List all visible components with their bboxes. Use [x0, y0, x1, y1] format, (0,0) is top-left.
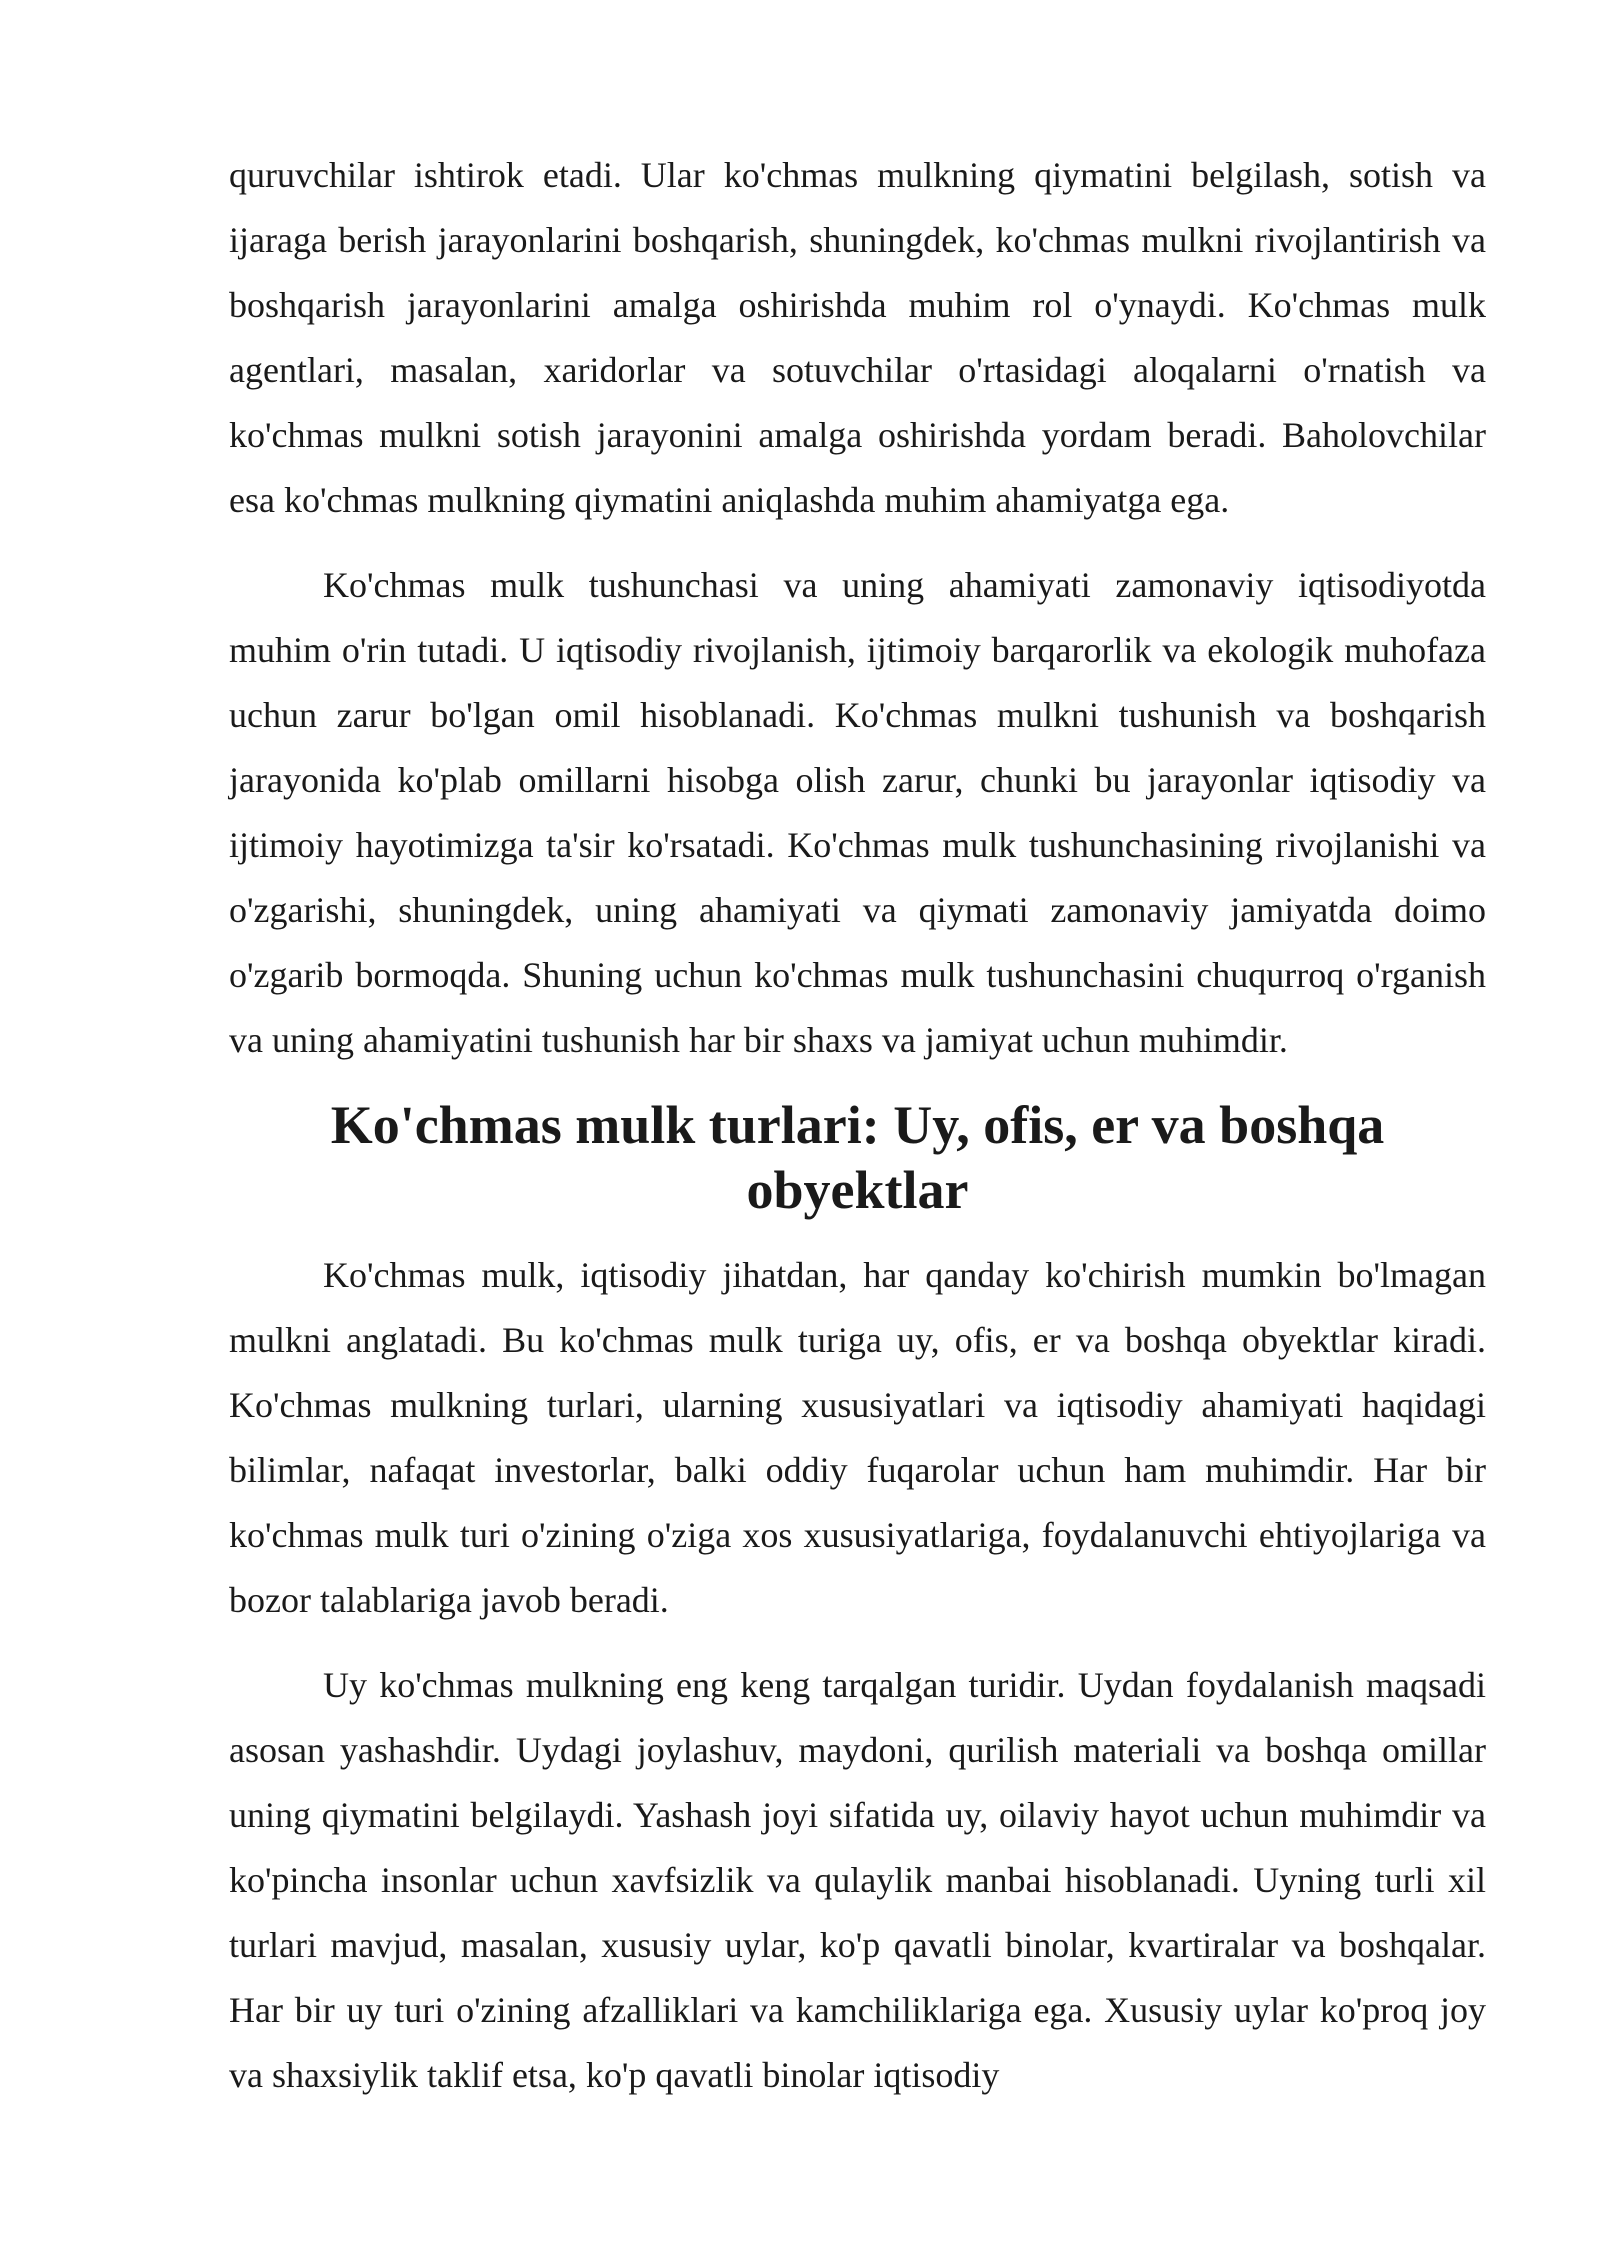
- page-body: [229, 143, 1486, 2128]
- paragraph-continuation: quruvchilar ishtirok etadi. Ular ko'chmas mulkning qiymatini belgilash, sotish va ijaraga berish jarayonlarini boshqarish, shuningdek, ko'chmas mulkni rivojlantirish va boshqarish jarayonlarini amalga oshirishda muhim rol o'ynaydi. Ko'chmas mulk agentlari, masalan, xaridorlar va sotuvchilar o'rtasidagi aloqalarni o'rnatish va ko'chmas mulkni sotish jarayonini amalga oshirishda yordam beradi. Baholovchilar esa ko'chmas mulkning qiymatini aniqlashda muhim ahamiyatga ega.: [229, 155, 1486, 520]
- paragraph-property-definition: Ko'chmas mulk, iqtisodiy jihatdan, har qanday ko'chirish mumkin bo'lmagan mulkni anglatadi. Bu ko'chmas mulk turiga uy, ofis, er va boshqa obyektlar kiradi. Ko'chmas mulkning turlari, ularning xususiyatlari va iqtisodiy ahamiyati haqidagi bilimlar, nafaqat investorlar, balki oddiy fuqarolar uchun ham muhimdir. Har bir ko'chmas mulk turi o'zining o'ziga xos xususiyatlariga, foydalanuvchi ehtiyojlariga va bozor talablariga javob beradi.: [229, 1255, 1486, 1620]
- paragraph-concept-importance: Ko'chmas mulk tushunchasi va uning ahamiyati zamonaviy iqtisodiyotda muhim o'rin tutadi. U iqtisodiy rivojlanish, ijtimoiy barqarorlik va ekologik muhofaza uchun zarur bo'lgan omil hisoblanadi. Ko'chmas mulkni tushunish va boshqarish jarayonida ko'plab omillarni hisobga olish zarur, chunki bu jarayonlar iqtisodiy va ijtimoiy hayotimizga ta'sir ko'rsatadi. Ko'chmas mulk tushunchasining rivojlanishi va o'zgarishi, shuningdek, uning ahamiyati va qiymati zamonaviy jamiyatda doimo o'zgarib bormoqda. Shuning uchun ko'chmas mulk tushunchasini chuqurroq o'rganish va uning ahamiyatini tushunish har bir shaxs va jamiyat uchun muhimdir.: [229, 565, 1486, 1060]
- paragraph-house-type: Uy ko'chmas mulkning eng keng tarqalgan turidir. Uydan foydalanish maqsadi asosan yashashdir. Uydagi joylashuv, maydoni, qurilish materiali va boshqa omillar uning qiymatini belgilaydi. Yashash joyi sifatida uy, oilaviy hayot uchun muhimdir va ko'pincha insonlar uchun xavfsizlik va qulaylik manbai hisoblanadi. Uyning turli xil turlari mavjud, masalan, xususiy uylar, ko'p qavatli binolar, kvartiralar va boshqalar. Har bir uy turi o'zining afzalliklari va kamchiliklariga ega. Xususiy uylar ko'proq joy va shaxsiylik taklif etsa, ko'p qavatli binolar iqtisodiy: [229, 1665, 1486, 2095]
- section-heading: Ko'chmas mulk turlari: Uy, ofis, er va boshqa obyektlar: [330, 1095, 1385, 1220]
